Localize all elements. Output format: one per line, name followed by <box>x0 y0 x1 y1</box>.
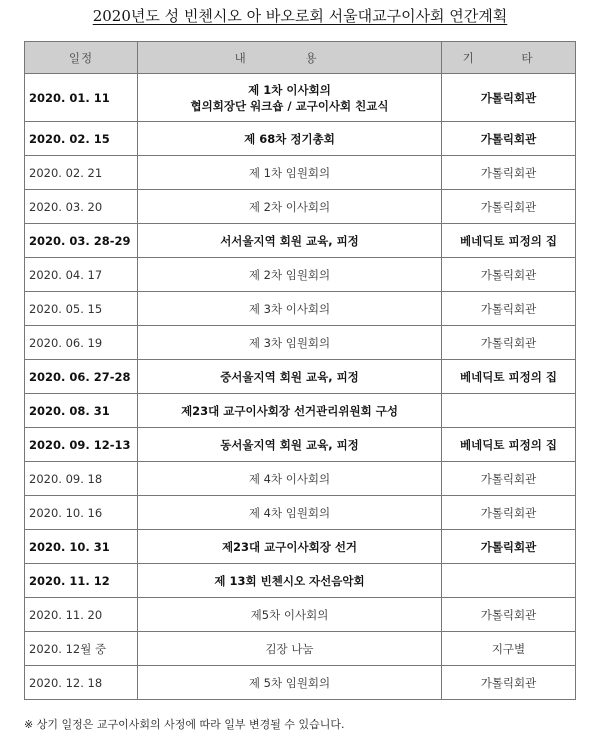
cell-content <box>138 564 442 598</box>
cell-note: 가톨릭회관 <box>442 258 576 292</box>
header-date: 일정 <box>25 42 138 74</box>
cell-date: 2020. 12월 중 <box>25 632 138 666</box>
cell-date: 2020. 09. 12-13 <box>25 428 138 462</box>
cell-note: 가톨릭회관 <box>442 666 576 700</box>
table-row <box>25 360 576 394</box>
cell-date: 2020. 12. 18 <box>25 666 138 700</box>
header-content: 내 용 <box>138 42 442 74</box>
table-row <box>25 598 576 632</box>
content-line: 제 3차 이사회의 <box>248 301 331 316</box>
cell-date: 2020. 06. 19 <box>25 326 138 360</box>
cell-content <box>138 258 442 292</box>
content-line: 협의회장단 워크숍 / 교구이사회 친교식 <box>190 98 389 113</box>
cell-note: 가톨릭회관 <box>442 190 576 224</box>
cell-content <box>138 394 442 428</box>
content-line: 제 3차 임원회의 <box>248 335 331 350</box>
table-row <box>25 74 576 122</box>
cell-note: 지구별 <box>442 632 576 666</box>
content-line: 제23대 교구이사회장 선거관리위원회 구성 <box>181 403 398 418</box>
cell-note: 가톨릭회관 <box>442 462 576 496</box>
cell-content <box>138 292 442 326</box>
cell-note <box>442 394 576 428</box>
cell-date: 2020. 02. 21 <box>25 156 138 190</box>
table-row <box>25 632 576 666</box>
cell-date: 2020. 11. 20 <box>25 598 138 632</box>
cell-note: 가톨릭회관 <box>442 292 576 326</box>
cell-date: 2020. 05. 15 <box>25 292 138 326</box>
table-row <box>25 190 576 224</box>
footnote: ※ 상기 일정은 교구이사회의 사정에 따라 일부 변경될 수 있습니다. <box>24 718 345 731</box>
cell-content <box>138 598 442 632</box>
table-row <box>25 564 576 598</box>
table-row <box>25 258 576 292</box>
content-line: 제 2차 임원회의 <box>248 267 331 282</box>
cell-content <box>138 360 442 394</box>
cell-note: 베네딕토 피정의 집 <box>442 428 576 462</box>
content-line: 제5차 이사회의 <box>250 607 329 622</box>
cell-date: 2020. 01. 11 <box>25 74 138 122</box>
content-line: 제23대 교구이사회장 선거 <box>221 539 358 554</box>
cell-date: 2020. 10. 16 <box>25 496 138 530</box>
content-line: 제 13회 빈첸시오 자선음악회 <box>214 573 365 588</box>
content-line: 제 5차 임원회의 <box>248 675 331 690</box>
table-row <box>25 224 576 258</box>
content-line: 제 1차 임원회의 <box>248 165 331 180</box>
header-row <box>25 42 576 74</box>
table-row <box>25 496 576 530</box>
cell-note: 가톨릭회관 <box>442 496 576 530</box>
cell-date: 2020. 09. 18 <box>25 462 138 496</box>
table-row <box>25 326 576 360</box>
content-line: 중서울지역 회원 교육, 피정 <box>220 369 359 384</box>
content-line: 제 1차 이사회의 <box>248 82 331 97</box>
content-line: 동서울지역 회원 교육, 피정 <box>220 437 359 452</box>
cell-note: 가톨릭회관 <box>442 74 576 122</box>
cell-content <box>138 496 442 530</box>
cell-content <box>138 632 442 666</box>
cell-content <box>138 666 442 700</box>
cell-date: 2020. 04. 17 <box>25 258 138 292</box>
cell-date: 2020. 11. 12 <box>25 564 138 598</box>
cell-note: 가톨릭회관 <box>442 598 576 632</box>
cell-content <box>138 74 442 122</box>
cell-content <box>138 326 442 360</box>
table-row <box>25 394 576 428</box>
table-row <box>25 462 576 496</box>
document-title: 2020년도 성 빈첸시오 아 바오로회 서울대교구이사회 연간계획 <box>92 7 508 25</box>
content-line: 김장 나눔 <box>265 641 314 656</box>
cell-date: 2020. 08. 31 <box>25 394 138 428</box>
cell-content <box>138 122 442 156</box>
table-row <box>25 428 576 462</box>
cell-content <box>138 530 442 564</box>
cell-content <box>138 224 442 258</box>
cell-note <box>442 564 576 598</box>
cell-note: 가톨릭회관 <box>442 530 576 564</box>
cell-date: 2020. 03. 28-29 <box>25 224 138 258</box>
cell-content <box>138 156 442 190</box>
cell-note: 베네딕토 피정의 집 <box>442 224 576 258</box>
cell-note: 베네딕토 피정의 집 <box>442 360 576 394</box>
content-line: 서서울지역 회원 교육, 피정 <box>220 233 359 248</box>
cell-date: 2020. 02. 15 <box>25 122 138 156</box>
cell-note: 가톨릭회관 <box>442 326 576 360</box>
table-row <box>25 122 576 156</box>
content-line: 제 4차 이사회의 <box>248 471 331 486</box>
cell-content <box>138 462 442 496</box>
cell-content <box>138 190 442 224</box>
cell-date: 2020. 06. 27-28 <box>25 360 138 394</box>
cell-date: 2020. 03. 20 <box>25 190 138 224</box>
content-line: 제 2차 이사회의 <box>248 199 331 214</box>
content-line: 제 68차 정기총회 <box>244 131 335 146</box>
table-row <box>25 156 576 190</box>
schedule-table <box>24 41 576 700</box>
table-row <box>25 666 576 700</box>
cell-date: 2020. 10. 31 <box>25 530 138 564</box>
cell-note: 가톨릭회관 <box>442 156 576 190</box>
cell-note: 가톨릭회관 <box>442 122 576 156</box>
table-row <box>25 292 576 326</box>
cell-content <box>138 428 442 462</box>
header-note: 기 타 <box>442 42 576 74</box>
content-line: 제 4차 임원회의 <box>248 505 331 520</box>
table-row <box>25 530 576 564</box>
